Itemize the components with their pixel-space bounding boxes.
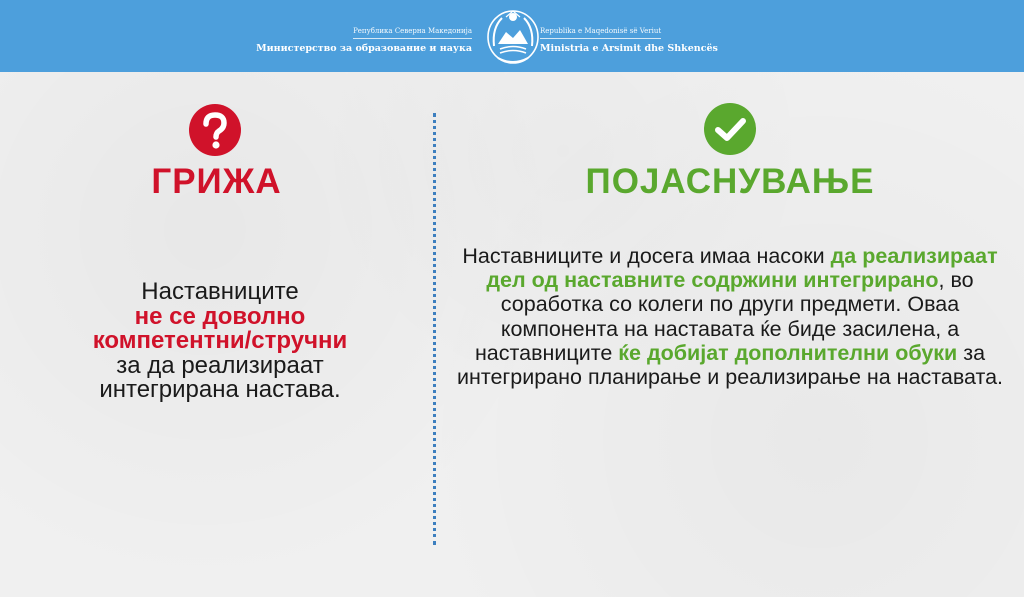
concern-text — [40, 280, 400, 403]
concern-line-3: интегрирана настава. — [99, 376, 341, 403]
ministry-title-mk: Министерство за образование и наука — [256, 43, 472, 54]
explanation-text — [456, 244, 1004, 389]
concern-highlight-2: компетентни/стручни — [92, 327, 348, 354]
explanation-text-1: Наставниците и досега имаа насоки — [462, 244, 831, 268]
question-mark-icon — [189, 104, 241, 156]
explanation-highlight-2: ќе добијат дополнителни обуки — [618, 340, 958, 365]
country-name-sq: Republika e Maqedonisë së Veriut — [540, 27, 661, 39]
concern-title: ГРИЖА — [151, 162, 282, 201]
coat-of-arms-emblem — [484, 6, 542, 66]
concern-line-1: Наставниците — [141, 278, 299, 305]
explanation-title: ПОЈАСНУВАЊЕ — [585, 162, 875, 201]
header-bar — [0, 0, 1024, 72]
ministry-name-sq — [540, 20, 718, 54]
country-name-mk: Република Северна Македонија — [353, 27, 472, 39]
explanation-highlight-1: да реализираат дел од наставните содржини интегрирано — [486, 244, 998, 293]
explanation-text-2: , во соработка со колеги по други предмети. Оваа компонента на наставата ќе биде засилена, а наставниците — [474, 268, 974, 365]
checkmark-icon — [704, 103, 756, 155]
ministry-title-sq: Ministria e Arsimit dhe Shkencës — [540, 43, 718, 54]
concern-highlight-1: не се доволно — [134, 302, 306, 330]
concern-line-2: за да реализираат — [116, 351, 324, 379]
ministry-name-mk — [256, 20, 472, 54]
explanation-text-3: за интегрирано планирање и реализирање на наставата. — [456, 340, 1004, 390]
